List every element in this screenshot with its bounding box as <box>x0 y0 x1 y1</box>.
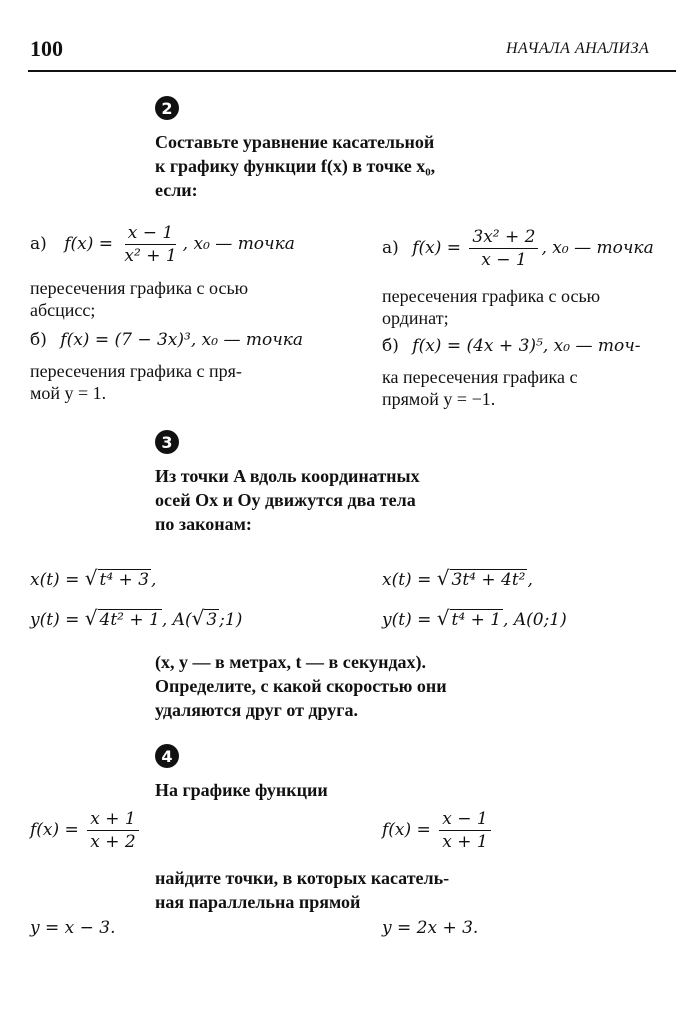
task-2-right-b-text <box>382 366 577 410</box>
formula: f(x) = (4x + 3)⁵, x₀ — точ- <box>412 336 641 356</box>
radicand: 4t² + 1 <box>99 610 160 630</box>
task-2-right-a-text <box>382 285 600 329</box>
task-4-note <box>155 866 449 914</box>
formula-tail: , x₀ — точка <box>541 238 654 258</box>
task-2-left-a-text <box>30 277 248 321</box>
heading-line: осей Ox и Oy движутся два тела <box>155 490 416 510</box>
task-3-note <box>155 650 447 722</box>
radicand: 3 <box>206 610 218 630</box>
text-line: ка пересечения графика с <box>382 367 578 387</box>
heading-line: Составьте уравнение касательной <box>155 132 435 152</box>
sqrt: √ t⁴ + 3 <box>84 566 150 590</box>
law-lhs: x(t) = <box>382 570 432 590</box>
task-2-left-b-formula <box>30 330 303 350</box>
task-3-heading <box>155 464 420 536</box>
header-rule <box>28 70 676 72</box>
law-lhs: x(t) = <box>30 570 80 590</box>
law-tail: , A(0;1) <box>503 610 567 630</box>
item-label: б) <box>30 330 47 350</box>
task-4-right-function <box>382 808 494 853</box>
radicand: t⁴ + 3 <box>99 570 150 590</box>
sqrt: √ t⁴ + 1 <box>436 606 502 630</box>
note-line: Определите, с какой скоростью они <box>155 676 447 696</box>
fraction <box>121 222 179 267</box>
text-line: мой y = 1. <box>30 383 107 403</box>
denominator: x + 1 <box>442 832 488 852</box>
law-tail: , <box>527 570 533 590</box>
text-line: ординат; <box>382 308 449 328</box>
task-3-left-y-law <box>30 606 242 630</box>
heading-line: к графику функции f(x) в точке x₀, <box>155 156 436 176</box>
item-label: б) <box>382 336 399 356</box>
function-lhs: f(x) = <box>382 820 431 840</box>
task-3-badge: 3 <box>155 430 179 454</box>
task-2-right-b-formula <box>382 336 641 356</box>
note-line: найдите точки, в которых касатель- <box>155 868 450 888</box>
law-lhs: y(t) = <box>30 610 80 630</box>
law-tail: , A( <box>161 610 192 630</box>
note-line: удаляются друг от друга. <box>155 700 358 720</box>
task-4-right-line: y = 2x + 3. <box>382 918 479 938</box>
fraction <box>439 808 490 853</box>
numerator: x − 1 <box>439 808 490 831</box>
radicand: 3t⁴ + 4t² <box>451 570 526 590</box>
fraction <box>87 808 138 853</box>
radicand: t⁴ + 1 <box>451 610 502 630</box>
denominator: x + 2 <box>90 832 136 852</box>
text-line: пересечения графика с пря- <box>30 361 242 381</box>
function-lhs: f(x) = <box>412 238 461 258</box>
heading-line: по законам: <box>155 514 252 534</box>
running-title: НАЧАЛА АНАЛИЗА <box>506 40 650 57</box>
task-4-badge: 4 <box>155 744 179 768</box>
page-number: 100 <box>30 36 63 61</box>
heading-line: Из точки A вдоль координатных <box>155 466 420 486</box>
law-tail: , <box>151 570 157 590</box>
text-line: пересечения графика с осью <box>382 286 601 306</box>
task-4-heading: На графике функции <box>155 780 328 800</box>
task-2-heading <box>155 130 435 202</box>
sqrt: √ 3t⁴ + 4t² <box>436 566 526 590</box>
task-2-left-b-text <box>30 360 242 404</box>
task-3-right-x-law <box>382 566 533 590</box>
denominator: x − 1 <box>481 250 527 270</box>
note-line: ная параллельна прямой <box>155 892 361 912</box>
numerator: 3x² + 2 <box>469 226 538 249</box>
function-lhs: f(x) = <box>64 234 113 254</box>
fraction <box>469 226 538 271</box>
denominator: x² + 1 <box>124 246 177 266</box>
sqrt: √ 3 <box>191 606 218 630</box>
task-3-right-y-law <box>382 606 567 630</box>
task-4-left-line: y = x − 3. <box>30 918 116 938</box>
note-line: (x, y — в метрах, t — в секундах). <box>155 652 427 672</box>
item-label: а) <box>30 234 47 254</box>
task-3-left-x-law <box>30 566 156 590</box>
task-2-right-a-formula <box>382 226 654 271</box>
point-tail: ;1) <box>219 610 243 630</box>
task-2-badge: 2 <box>155 96 179 120</box>
text-line: прямой y = −1. <box>382 389 496 409</box>
text-line: пересечения графика с осью <box>30 278 249 298</box>
formula: f(x) = (7 − 3x)³, x₀ — точка <box>60 330 304 350</box>
numerator: x − 1 <box>125 222 176 245</box>
task-2-left-a-formula <box>30 222 295 267</box>
text-line: абсцисс; <box>30 300 96 320</box>
sqrt: √ 4t² + 1 <box>84 606 160 630</box>
function-lhs: f(x) = <box>30 820 79 840</box>
formula-tail: , x₀ — точка <box>182 234 295 254</box>
numerator: x + 1 <box>87 808 138 831</box>
law-lhs: y(t) = <box>382 610 432 630</box>
task-4-left-function <box>30 808 142 853</box>
heading-line: если: <box>155 180 198 200</box>
item-label: а) <box>382 238 399 258</box>
